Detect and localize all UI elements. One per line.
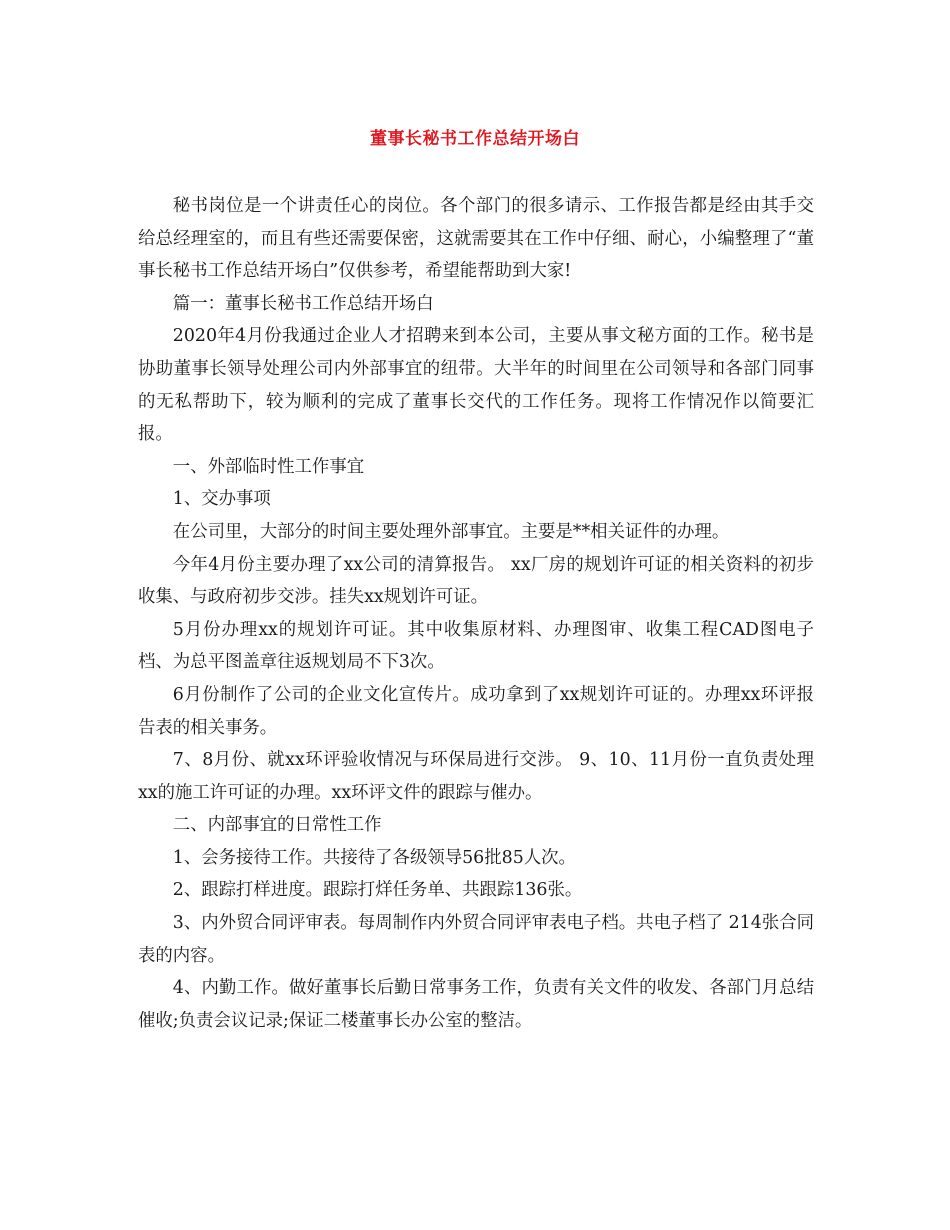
paragraph-external-affairs: 在公司里，大部分的时间主要处理外部事宜。主要是**相关证件的办理。 (172, 521, 730, 542)
paragraph-subheading-assigned: 1、交办事项 (172, 489, 271, 510)
paragraph-heading-internal: 二、内部事宜的日常性工作 (172, 815, 382, 836)
paragraph-june: 6月份制作了公司的企业文化宣传片。成功拿到了xx规划许可证的。办理xx环评报告表的相关事务。 (138, 684, 814, 738)
paragraph-item-office: 4、内勤工作。做好董事长后勤日常事务工作，负责有关文件的收发、各部门月总结催收;负责会议记录;保证二楼董事长办公室的整洁。 (138, 978, 814, 1031)
paragraph-section-heading: 篇一：董事长秘书工作总结开场白 (172, 293, 434, 314)
paragraph-intro: 秘书岗位是一个讲责任心的岗位。各个部门的很多请示、工作报告都是经由其手交给总经理室的，而且有些还需要保密，这就需要其在工作中仔细、耐心，小编整理了“董事长秘书工作总结开场白”仅供参考，希望能帮助到大家! (138, 196, 814, 282)
paragraph-july-november: 7、8月份、就xx环评验收情况与环保局进行交涉。 9、10、11月份一直负责处理xx的施工许可证的办理。xx环评文件的跟踪与催办。 (138, 750, 814, 803)
document-body (138, 190, 814, 1037)
paragraph-overview: 2020年4月份我通过企业人才招聘来到本公司，主要从事文秘方面的工作。秘书是协助董事长领导处理公司内外部事宜的纽带。大半年的时间里在公司领导和各部门同事的无私帮助下，较为顺利的完成了董事长交代的工作任务。现将工作情况作以简要汇报。 (138, 326, 814, 445)
document-title: 董事长秘书工作总结开场白 (370, 129, 580, 149)
paragraph-april: 今年4月份主要办理了xx公司的清算报告。 xx厂房的规划许可证的相关资料的初步收集、与政府初步交涉。挂失xx规划许可证。 (138, 554, 814, 608)
paragraph-heading-external: 一、外部临时性工作事宜 (172, 456, 365, 477)
paragraph-item-reception: 1、会务接待工作。共接待了各级领导56批85人次。 (172, 847, 576, 868)
paragraph-may: 5月份办理xx的规划许可证。其中收集原材料、办理图审、收集工程CAD图电子档、为总平图盖章往返规划局不下3次。 (138, 619, 814, 673)
paragraph-item-sampling: 2、跟踪打样进度。跟踪打烊任务单、共跟踪136张。 (172, 880, 583, 901)
paragraph-item-contracts: 3、内外贸合同评审表。每周制作内外贸合同评审表电子档。共电子档了 214张合同表的内容。 (138, 913, 814, 966)
